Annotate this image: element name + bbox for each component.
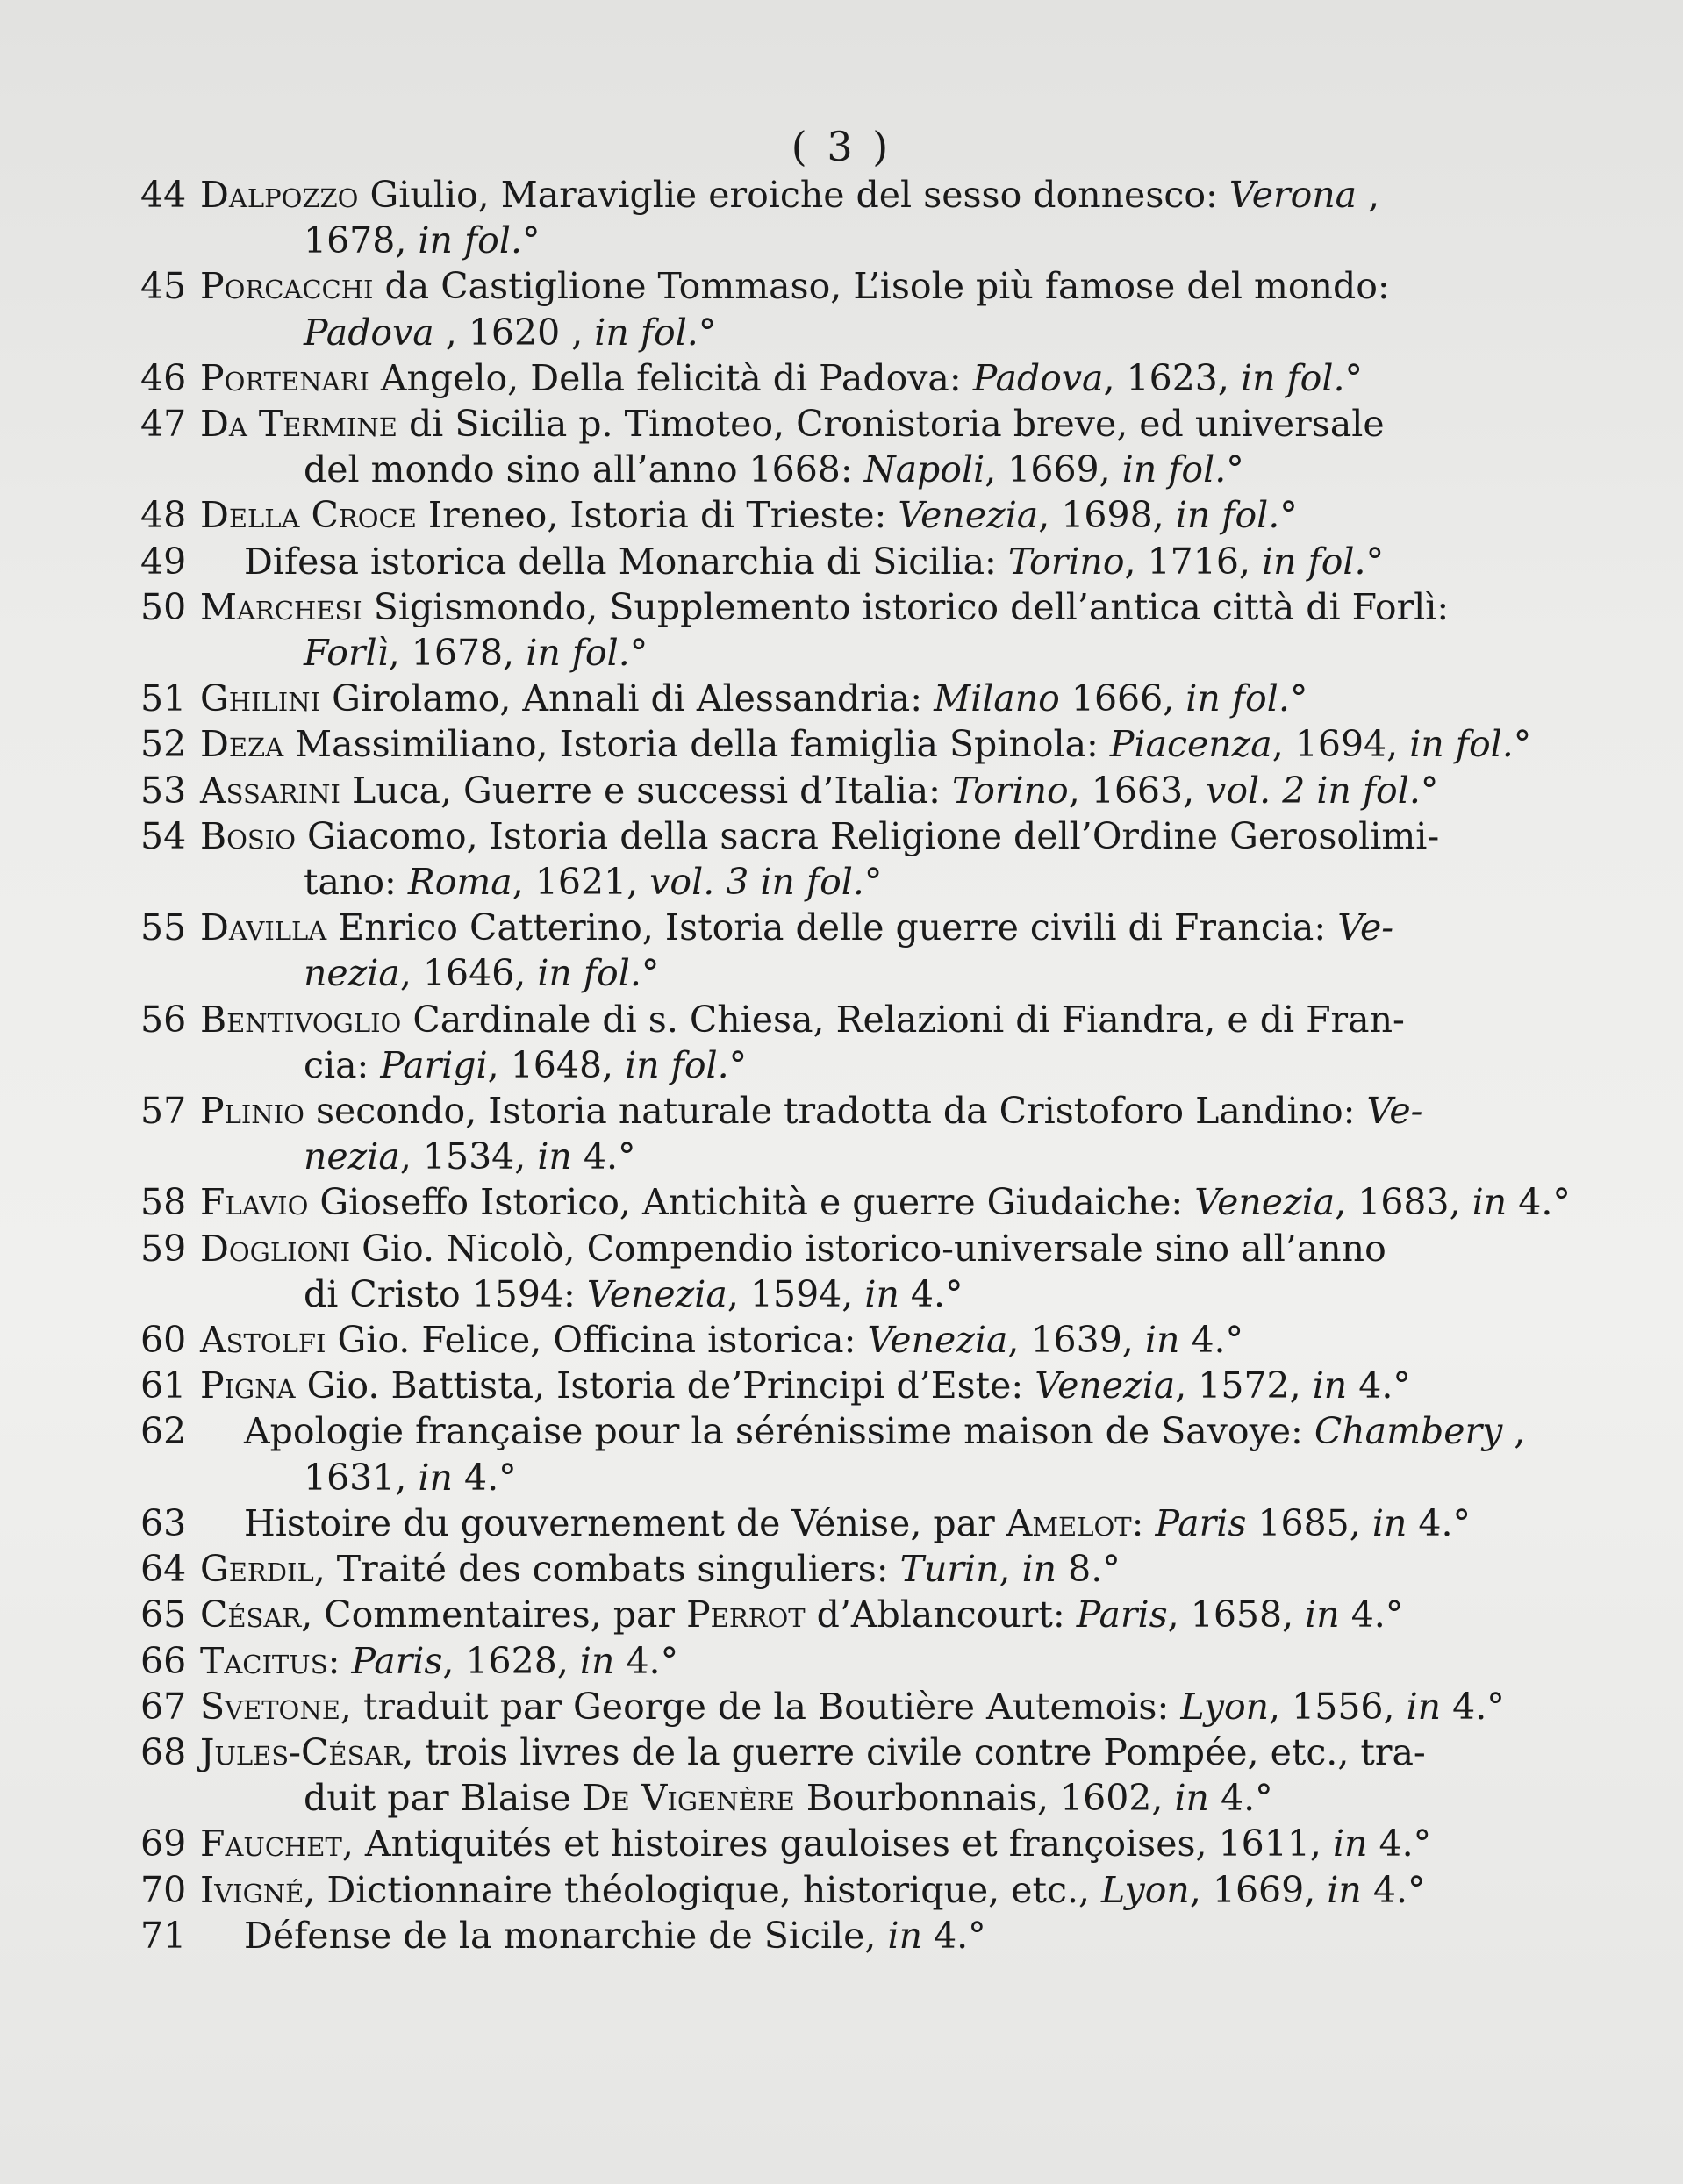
text-segment: , 1678, xyxy=(388,632,526,675)
italic-text: in fol.° xyxy=(418,219,541,262)
author-name: Fauchet xyxy=(200,1822,342,1865)
entry-number: 46 xyxy=(140,356,187,399)
entry-number: 67 xyxy=(140,1685,187,1728)
catalogue-entry xyxy=(140,1088,1423,1179)
entry-first-line xyxy=(200,813,1439,859)
catalogue-entry xyxy=(140,172,1386,263)
entry-number: 58 xyxy=(140,1181,187,1224)
entry-text xyxy=(200,584,1449,676)
entry-text xyxy=(200,1638,1386,1684)
text-segment: : xyxy=(327,1639,352,1682)
text-segment: Giulio, Maraviglie eroiche del sesso donnesco: xyxy=(358,174,1229,216)
entry-first-line xyxy=(200,539,1386,584)
entry-number: 44 xyxy=(140,174,187,216)
entry-text xyxy=(200,676,1386,721)
entry-first-line xyxy=(200,1638,1386,1684)
entry-first-line xyxy=(200,997,1405,1042)
author-name: Bentivoglio xyxy=(200,998,402,1041)
italic-text: in xyxy=(1174,1777,1209,1820)
catalogue-entry xyxy=(140,1913,1386,1958)
text-segment: 4.° xyxy=(922,1914,986,1957)
text-segment: di Sicilia p. Timoteo, Cronistoria breve, ed universale xyxy=(397,403,1385,446)
text-segment: , 1621, xyxy=(512,861,650,904)
author-name: Amelot xyxy=(1006,1501,1132,1544)
italic-text: in xyxy=(1021,1548,1057,1591)
text-segment: 4.° xyxy=(1441,1685,1505,1728)
italic-text: Venezia xyxy=(867,1319,1008,1362)
text-segment: , 1639, xyxy=(1007,1319,1145,1362)
italic-text: Torino xyxy=(952,769,1069,812)
entry-text xyxy=(200,1317,1386,1363)
text-segment: Gio. Nicolò, Compendio istorico-universale sino all’anno xyxy=(350,1227,1386,1270)
text-segment: 4.° xyxy=(1347,1364,1411,1407)
entry-first-line xyxy=(200,721,1531,767)
entry-first-line xyxy=(200,355,1386,401)
author-name: Perrot xyxy=(686,1593,806,1636)
author-name: Dalpozzo xyxy=(200,174,359,216)
entry-text xyxy=(200,1179,1571,1225)
author-name: Assarini xyxy=(200,769,340,812)
entry-text xyxy=(200,721,1531,767)
italic-text: Venezia xyxy=(1194,1181,1336,1224)
text-segment: Apologie française pour la sérénissime maison de Savoye: xyxy=(244,1410,1314,1453)
entry-first-line xyxy=(200,1500,1471,1546)
entry-first-line xyxy=(200,1592,1403,1637)
catalogue-entry xyxy=(140,1729,1426,1821)
entry-number: 45 xyxy=(140,265,187,308)
text-segment: , 1646, xyxy=(399,952,538,995)
author-name: Gerdil xyxy=(200,1548,314,1591)
italic-text: in fol.° xyxy=(1121,448,1244,491)
italic-text: nezia xyxy=(304,952,400,995)
text-segment: , trois livres de la guerre civile contre Pompée, etc., tra- xyxy=(402,1730,1426,1773)
entry-number: 59 xyxy=(140,1227,187,1270)
italic-text: in fol.° xyxy=(1409,723,1532,766)
entry-first-line xyxy=(200,905,1393,950)
entry-text xyxy=(200,1821,1431,1866)
entry-first-line xyxy=(200,263,1390,309)
entry-continuation-line xyxy=(200,1775,1426,1821)
entry-text xyxy=(200,768,1438,813)
author-name: Porcacchi xyxy=(200,265,374,308)
author-name: Marchesi xyxy=(200,585,362,628)
italic-text: in xyxy=(1312,1364,1348,1407)
italic-text: in xyxy=(1371,1501,1407,1544)
entry-text xyxy=(200,1913,1386,1958)
italic-text: Ve- xyxy=(1337,906,1394,949)
text-segment: , 1698, xyxy=(1038,494,1176,537)
text-segment: , traduit par George de la Boutière Autemois: xyxy=(340,1685,1181,1728)
author-name: Della Croce xyxy=(200,494,417,537)
italic-text: in fol.° xyxy=(537,952,660,995)
italic-text: Verona xyxy=(1228,174,1357,216)
text-segment: Giacomo, Istoria della sacra Religione dell’Ordine Gerosolimi- xyxy=(296,814,1440,857)
catalogue-entry xyxy=(140,676,1386,721)
text-segment: : xyxy=(1131,1501,1156,1544)
text-segment: secondo, Istoria naturale tradotta da Cristoforo Landino: xyxy=(304,1090,1367,1133)
entry-number: 56 xyxy=(140,998,187,1041)
entry-number: 71 xyxy=(140,1914,187,1957)
text-segment: , 1716, xyxy=(1124,540,1263,583)
text-segment: Massimiliano, Istoria della famiglia Spinola: xyxy=(283,723,1110,766)
author-name: Deza xyxy=(200,723,284,766)
text-segment: 4.° xyxy=(614,1639,679,1682)
text-segment: Défense de la monarchie de Sicile, xyxy=(244,1914,888,1957)
entry-first-line xyxy=(200,492,1386,538)
text-segment: 1631, xyxy=(304,1456,419,1499)
text-segment: Luca, Guerre e successi d’Italia: xyxy=(340,769,953,812)
catalogue-entry xyxy=(140,1638,1386,1684)
text-segment: , 1572, xyxy=(1175,1364,1313,1407)
entry-number: 47 xyxy=(140,403,187,446)
text-segment: Cardinale di s. Chiesa, Relazioni di Fiandra, e di Fran- xyxy=(401,998,1405,1041)
italic-text: in xyxy=(537,1135,572,1178)
catalogue-entry xyxy=(140,401,1386,492)
text-segment: 1678, xyxy=(304,219,419,262)
text-segment: , 1556, xyxy=(1269,1685,1407,1728)
italic-text: Venezia xyxy=(586,1272,727,1315)
italic-text: Venezia xyxy=(898,494,1039,537)
italic-text: Padova xyxy=(972,356,1104,399)
author-name: Svetone xyxy=(200,1685,340,1728)
text-segment: da Castiglione Tommaso, L’isole più famose del mondo: xyxy=(373,265,1390,308)
catalogue-entry xyxy=(140,905,1394,996)
entry-text xyxy=(200,1729,1426,1821)
italic-text: Ve- xyxy=(1366,1090,1423,1133)
entry-first-line xyxy=(200,1408,1525,1454)
text-segment: 4.° xyxy=(1339,1593,1404,1636)
entry-first-line xyxy=(200,1867,1425,1913)
italic-text: Paris xyxy=(351,1639,443,1682)
text-segment: 4.° xyxy=(452,1456,517,1499)
italic-text: vol. 2 in fol.° xyxy=(1206,769,1439,812)
author-name: Jules-César xyxy=(200,1730,403,1773)
text-segment: 8.° xyxy=(1056,1548,1121,1591)
text-segment: Ireneo, Istoria di Trieste: xyxy=(416,494,899,537)
entry-number: 54 xyxy=(140,814,187,857)
entry-number: 63 xyxy=(140,1501,187,1544)
entry-number: 55 xyxy=(140,906,187,949)
entry-continuation-line xyxy=(200,630,1449,676)
text-segment: Girolamo, Annali di Alessandria: xyxy=(320,677,935,720)
entry-number: 50 xyxy=(140,585,187,628)
entry-first-line xyxy=(200,1546,1386,1592)
entry-continuation-line xyxy=(200,447,1386,492)
entry-number: 53 xyxy=(140,769,187,812)
italic-text: in xyxy=(864,1272,899,1315)
entry-text xyxy=(200,172,1386,263)
author-name: Tacitus xyxy=(200,1639,328,1682)
author-name: Astolfi xyxy=(200,1319,326,1362)
entry-first-line xyxy=(200,172,1386,218)
text-segment: 4.° xyxy=(1367,1822,1432,1865)
entry-first-line xyxy=(200,1729,1426,1775)
text-segment: 4.° xyxy=(899,1272,963,1315)
italic-text: in xyxy=(887,1914,923,1957)
catalogue-entry xyxy=(140,1317,1386,1363)
italic-text: in xyxy=(1332,1822,1368,1865)
entry-first-line xyxy=(200,1179,1571,1225)
italic-text: Paris xyxy=(1076,1593,1168,1636)
entry-text xyxy=(200,1546,1386,1592)
italic-text: Milano xyxy=(934,677,1060,720)
entry-continuation-line xyxy=(200,310,1390,355)
entry-number: 49 xyxy=(140,540,187,583)
author-name: César xyxy=(200,1593,302,1636)
entry-number: 62 xyxy=(140,1410,187,1453)
text-segment: , xyxy=(1502,1410,1526,1453)
entry-continuation-line xyxy=(200,1042,1405,1088)
italic-text: Venezia xyxy=(1035,1364,1176,1407)
text-segment: , 1663, xyxy=(1068,769,1207,812)
text-segment: Histoire du gouvernement de Vénise, par xyxy=(244,1501,1006,1544)
entry-number: 51 xyxy=(140,677,187,720)
text-segment: Enrico Catterino, Istoria delle guerre civili di Francia: xyxy=(326,906,1338,949)
entry-text xyxy=(200,401,1386,492)
text-segment: , 1658, xyxy=(1167,1593,1306,1636)
author-name: Plinio xyxy=(200,1090,304,1133)
author-name: De Vigenère xyxy=(582,1777,795,1820)
italic-text: Parigi xyxy=(380,1043,488,1086)
catalogue-entry xyxy=(140,263,1390,354)
entry-text xyxy=(200,813,1439,905)
italic-text: Lyon xyxy=(1101,1868,1190,1911)
entry-continuation-line xyxy=(200,1455,1525,1500)
entry-text xyxy=(200,1088,1422,1179)
italic-text: Roma xyxy=(407,861,512,904)
italic-text: Padova xyxy=(304,311,434,354)
italic-text: in fol.° xyxy=(1262,540,1385,583)
entry-text xyxy=(200,905,1393,996)
text-segment: Gio. Felice, Officina istorica: xyxy=(326,1319,868,1362)
text-segment: tano: xyxy=(304,861,408,904)
entry-continuation-line xyxy=(200,218,1386,263)
text-segment: , 1694, xyxy=(1271,723,1410,766)
text-segment: 4.° xyxy=(1407,1501,1472,1544)
italic-text: nezia xyxy=(304,1135,400,1178)
entry-text xyxy=(200,997,1405,1088)
catalogue-entry xyxy=(140,355,1386,401)
text-segment: 4.° xyxy=(571,1135,636,1178)
text-segment: duit par Blaise xyxy=(304,1777,583,1820)
entry-first-line xyxy=(200,1317,1386,1363)
italic-text: in fol.° xyxy=(1240,356,1364,399)
entry-text xyxy=(200,1867,1425,1913)
text-segment: , 1628, xyxy=(442,1639,580,1682)
entry-number: 52 xyxy=(140,723,187,766)
text-segment: , 1623, xyxy=(1103,356,1241,399)
italic-text: in fol.° xyxy=(526,632,648,675)
entry-first-line xyxy=(200,584,1449,630)
page-number: ( 3 ) xyxy=(791,123,892,170)
author-name: Davilla xyxy=(200,906,327,949)
catalogue-entry xyxy=(140,1408,1526,1500)
entry-text xyxy=(200,1684,1505,1729)
italic-text: Napoli xyxy=(863,448,985,491)
catalogue-entry xyxy=(140,721,1532,767)
entry-continuation-line xyxy=(200,1134,1422,1179)
entry-number: 65 xyxy=(140,1593,187,1636)
entry-text xyxy=(200,492,1386,538)
catalogue-entry xyxy=(140,768,1439,813)
catalogue-entry xyxy=(140,492,1386,538)
entry-number: 60 xyxy=(140,1319,187,1362)
entry-number: 66 xyxy=(140,1639,187,1682)
entry-first-line xyxy=(200,1821,1431,1866)
entry-first-line xyxy=(200,1363,1411,1408)
entry-number: 48 xyxy=(140,494,187,537)
catalogue-entry xyxy=(140,1592,1404,1637)
text-segment: Gioseffo Istorico, Antichità e guerre Giudaiche: xyxy=(308,1181,1195,1224)
italic-text: in xyxy=(418,1456,453,1499)
entry-first-line xyxy=(200,1913,1386,1958)
text-segment: Sigismondo, Supplemento istorico dell’antica città di Forlì: xyxy=(362,585,1450,628)
italic-text: in fol.° xyxy=(625,1043,748,1086)
italic-text: vol. 3 in fol.° xyxy=(649,861,883,904)
text-segment: 1685, xyxy=(1246,1501,1372,1544)
entry-text xyxy=(200,1500,1471,1546)
entry-first-line xyxy=(200,1226,1386,1271)
text-segment: , 1594, xyxy=(727,1272,865,1315)
author-name: Flavio xyxy=(200,1181,309,1224)
text-segment: del mondo sino all’anno 1668: xyxy=(304,448,864,491)
author-name: Pigna xyxy=(200,1364,296,1407)
text-segment: , Dictionnaire théologique, historique, etc., xyxy=(304,1868,1102,1911)
text-segment: , 1669, xyxy=(985,448,1122,491)
entry-first-line xyxy=(200,401,1386,447)
entry-number: 69 xyxy=(140,1822,187,1865)
text-segment: Gio. Battista, Istoria de’Principi d’Este: xyxy=(295,1364,1035,1407)
entry-number: 70 xyxy=(140,1868,187,1911)
catalogue-entry xyxy=(140,1684,1505,1729)
author-name: Portenari xyxy=(200,356,369,399)
italic-text: Turin xyxy=(899,1548,999,1591)
text-segment: , 1669, xyxy=(1189,1868,1328,1911)
italic-text: in fol.° xyxy=(1175,494,1298,537)
entry-text xyxy=(200,355,1386,401)
entry-first-line xyxy=(200,1088,1422,1134)
text-segment: , 1620 , xyxy=(433,311,595,354)
text-segment: , xyxy=(999,1548,1022,1591)
italic-text: Torino xyxy=(1007,540,1125,583)
text-segment: , Antiquités et histoires gauloises et françoises, 1611, xyxy=(341,1822,1333,1865)
catalogue-entry xyxy=(140,1226,1386,1317)
entry-number: 64 xyxy=(140,1548,187,1591)
italic-text: in fol.° xyxy=(594,311,717,354)
text-segment: Angelo, Della felicità di Padova: xyxy=(369,356,973,399)
text-segment: , 1648, xyxy=(487,1043,626,1086)
text-segment: 4.° xyxy=(1361,1868,1426,1911)
text-segment: cia: xyxy=(304,1043,381,1086)
text-segment: , 1534, xyxy=(399,1135,538,1178)
italic-text: in xyxy=(1144,1319,1180,1362)
entry-text xyxy=(200,539,1386,584)
author-name: Ivigné xyxy=(200,1868,304,1911)
entry-text xyxy=(200,263,1390,354)
entry-first-line xyxy=(200,676,1386,721)
text-segment: Bourbonnais, 1602, xyxy=(794,1777,1175,1820)
catalogue-entry xyxy=(140,1867,1426,1913)
text-segment: d’Ablancourt: xyxy=(805,1593,1077,1636)
entry-number: 61 xyxy=(140,1364,187,1407)
catalogue-entry xyxy=(140,1179,1571,1225)
italic-text: Lyon xyxy=(1180,1685,1270,1728)
italic-text: in xyxy=(1305,1593,1340,1636)
entry-number: 57 xyxy=(140,1090,187,1133)
text-segment: Difesa istorica della Monarchia di Sicilia: xyxy=(244,540,1008,583)
text-segment: di Cristo 1594: xyxy=(304,1272,587,1315)
entry-continuation-line xyxy=(200,950,1393,996)
italic-text: in xyxy=(1327,1868,1362,1911)
italic-text: Paris xyxy=(1155,1501,1247,1544)
text-segment: 4.° xyxy=(1179,1319,1244,1362)
entry-text xyxy=(200,1363,1411,1408)
entry-number: 68 xyxy=(140,1730,187,1773)
text-segment: , 1683, xyxy=(1335,1181,1472,1224)
catalogue-entry xyxy=(140,584,1450,676)
italic-text: Forlì xyxy=(304,632,389,675)
author-name: Ghilini xyxy=(200,677,321,720)
italic-text: in xyxy=(1472,1181,1508,1224)
entry-text xyxy=(200,1226,1386,1317)
text-segment: , xyxy=(1357,174,1380,216)
author-name: Doglioni xyxy=(200,1227,351,1270)
italic-text: Chambery xyxy=(1314,1410,1503,1453)
catalogue-entry xyxy=(140,813,1440,905)
italic-text: Piacenza xyxy=(1109,723,1272,766)
catalogue-entry xyxy=(140,539,1386,584)
italic-text: in fol.° xyxy=(1185,677,1308,720)
author-name: Da Termine xyxy=(200,403,397,446)
entry-continuation-line xyxy=(200,859,1439,905)
text-segment: , Traité des combats singuliers: xyxy=(313,1548,900,1591)
catalogue-entry xyxy=(140,1500,1472,1546)
entry-first-line xyxy=(200,1684,1505,1729)
italic-text: in xyxy=(579,1639,615,1682)
catalogue-entries xyxy=(140,172,1571,1958)
entry-text xyxy=(200,1408,1525,1500)
text-segment: 4.° xyxy=(1208,1777,1273,1820)
italic-text: in xyxy=(1406,1685,1442,1728)
entry-continuation-line xyxy=(200,1271,1386,1317)
catalogue-entry xyxy=(140,1546,1386,1592)
author-name: Bosio xyxy=(200,814,297,857)
text-segment: 4.° xyxy=(1507,1181,1571,1224)
text-segment: , Commentaires, par xyxy=(301,1593,687,1636)
text-segment: 1666, xyxy=(1059,677,1186,720)
catalogue-entry xyxy=(140,1821,1432,1866)
catalogue-entry xyxy=(140,997,1405,1088)
entry-text xyxy=(200,1592,1403,1637)
entry-first-line xyxy=(200,768,1438,813)
catalogue-entry xyxy=(140,1363,1411,1408)
